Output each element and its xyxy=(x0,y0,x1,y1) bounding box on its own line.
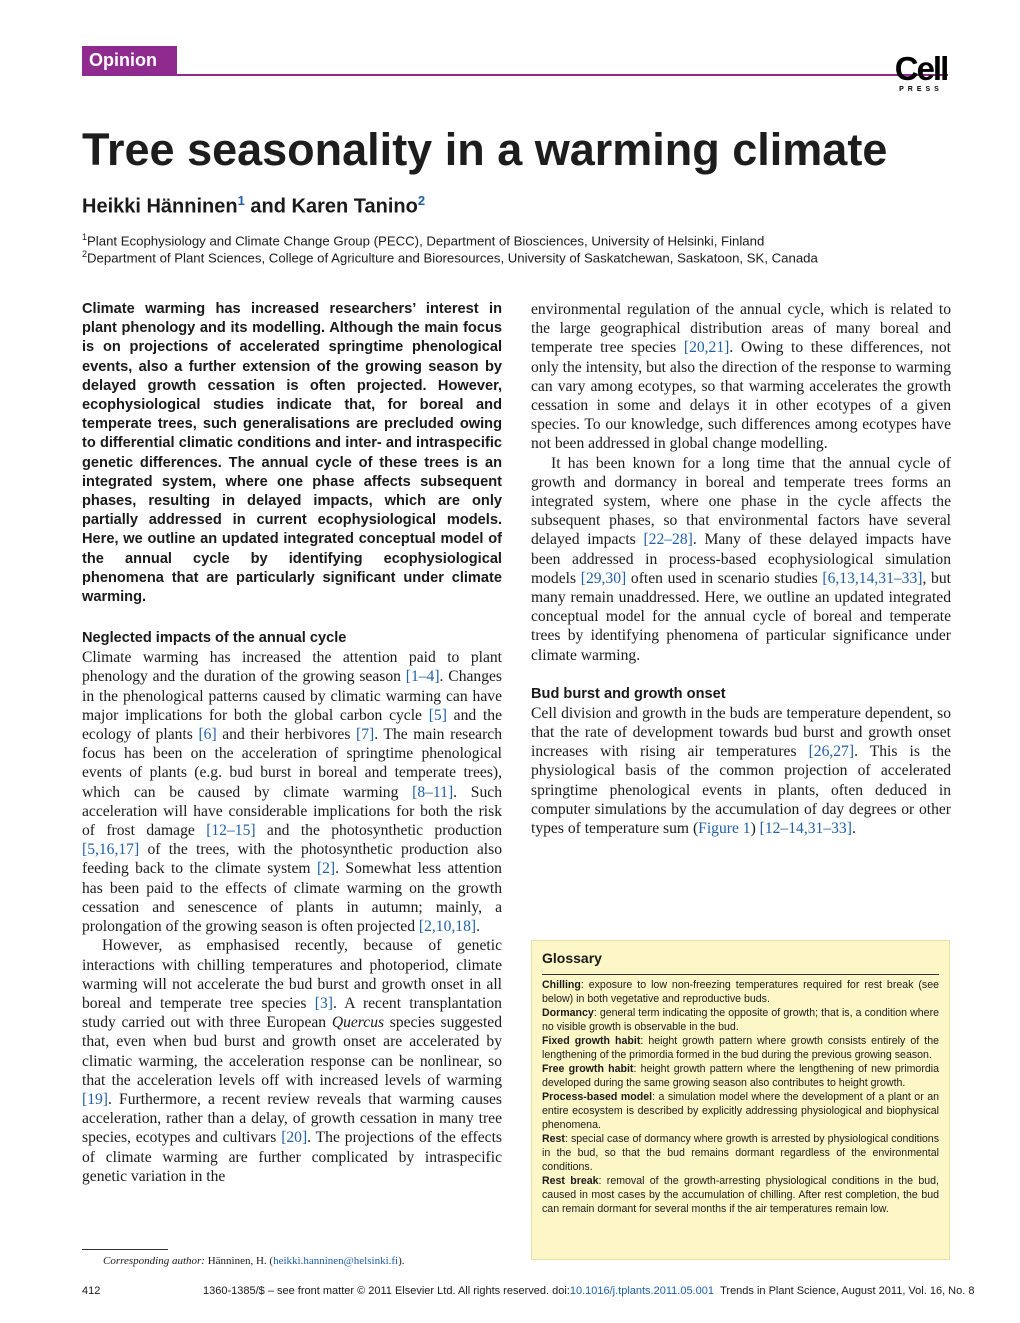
page-number: 412 xyxy=(82,1285,101,1297)
text-run: . The main research focus has been on the acceleration of springtime phenological events of plants (e.g. bud burst in boreal and temperate trees), which can be caused by climate warming xyxy=(82,726,503,801)
footnote-end: ). xyxy=(398,1255,405,1267)
text-run: It has been known for a long time that the annual cycle of growth and dormancy in boreal and temperate trees forms an integrated system, where one phase in the cycle affects the subsequent phases, so that environmental factors have several delayed impacts xyxy=(531,454,951,549)
author-and: and xyxy=(244,195,292,218)
author-line xyxy=(82,193,425,219)
glossary-entry xyxy=(542,1034,939,1062)
paragraph-3 xyxy=(531,300,951,454)
text-run: Cell division and growth in the buds are temperature dependent, so that the rate of development towards bud burst and growth onset increases with rising air temperatures xyxy=(531,704,951,761)
affiliation-2 xyxy=(82,249,818,265)
corresponding-author-note xyxy=(103,1255,405,1267)
glossary-term: Chilling xyxy=(542,979,581,991)
text-run: . Owing to these differences, not only the intensity, but also the direction of the response to warming can vary among ecotypes, so that warming accelerates the growth cessation in some and delays it in other ecotypes of a given species. To our knowledge, such differences among ecotypes have not been addressed in global change modelling. xyxy=(531,339,952,453)
glossary-definition: : a simulation model where the development of a plant or an entire ecosystem is described by explicitly addressing physiological and biophysical phenomena. xyxy=(542,1091,939,1131)
glossary-definition: : exposure to low non-freezing temperatures required for rest break (see below) in both vegetative and reproductive buds. xyxy=(542,979,939,1005)
affiliation-1-text: Plant Ecophysiology and Climate Change Group (PECC), Department of Biosciences, University of Helsinki, Finland xyxy=(87,233,765,249)
figure-link[interactable]: Figure 1 xyxy=(698,820,751,838)
left-column xyxy=(82,300,502,1186)
glossary-entry xyxy=(542,1062,939,1090)
glossary-term: Process-based model xyxy=(542,1091,653,1103)
citation-link[interactable]: [12–15] xyxy=(206,822,256,840)
affiliation-2-text: Department of Plant Sciences, College of Agriculture and Bioresources, University of Saskatchewan, Saskatoon, SK, Canada xyxy=(87,250,818,266)
cell-press-logo xyxy=(890,52,952,96)
paragraph-5 xyxy=(531,704,951,838)
text-run: species suggested that, even when bud burst and growth onset are accelerated by climatic warming, the acceleration response can be nonlinear, so that the acceleration levels off with increased levels of warming xyxy=(82,1014,502,1089)
citation-link[interactable]: [19] xyxy=(82,1090,108,1108)
affiliation-2-mark: 2 xyxy=(82,249,88,259)
citation-link[interactable]: [1–4] xyxy=(405,668,440,686)
author-2[interactable]: Karen Tanino xyxy=(291,195,418,218)
text-run: . A recent transplantation study carried out with three European xyxy=(82,994,502,1032)
glossary-definition: : height growth pattern where the lengthening of new primordia developed during the same growing season also contributes to height growth. xyxy=(542,1063,939,1089)
glossary-entry xyxy=(542,1006,939,1034)
paragraph-1 xyxy=(82,648,502,936)
header-rule xyxy=(82,74,948,76)
text-run: , but many remain unaddressed. Here, we outline an updated integrated conceptual model for the annual cycle of boreal and temperate trees by identifying phenomena of particular significance under climate warming. xyxy=(531,569,951,664)
species-name: Quercus xyxy=(331,1014,385,1032)
author-1[interactable]: Heikki Hänninen xyxy=(82,195,238,218)
citation-link[interactable]: [26,27] xyxy=(808,743,855,761)
text-run: and the photosynthetic production xyxy=(255,822,502,840)
glossary-entry xyxy=(542,978,939,1006)
glossary-term: Free growth habit xyxy=(542,1063,634,1075)
glossary-definition: : special case of dormancy where growth is arrested by physiological conditions in the bud, so that the bud remains dormant regardless of the environmental conditions. xyxy=(542,1133,939,1173)
section-heading-neglected-impacts: Neglected impacts of the annual cycle xyxy=(82,630,347,647)
glossary-term: Dormancy xyxy=(542,1007,594,1019)
text-run: . xyxy=(476,918,480,936)
text-run: . The projections of the effects of climate warming are further complicated by intraspecific genetic variation in the xyxy=(82,1129,502,1185)
text-run: However, as emphasised recently, because of genetic interactions with chilling temperatures and photoperiod, climate warming will not accelerate the bud burst and growth onset in all boreal and temperate tree species xyxy=(82,937,502,1012)
author-2-affil-mark: 2 xyxy=(417,193,426,208)
glossary-definition: : general term indicating the opposite of growth; that is, a condition where no visible growth is observable in the bud. xyxy=(542,1007,939,1033)
citation-link[interactable]: [29,30] xyxy=(580,569,627,587)
citation-link[interactable]: [20,21] xyxy=(683,339,730,357)
logo-sub: PRESS xyxy=(899,86,943,93)
right-column xyxy=(531,300,951,838)
footnote-label: Corresponding author: xyxy=(103,1255,205,1267)
paragraph-2 xyxy=(82,936,502,1186)
citation-link[interactable]: [5,16,17] xyxy=(82,841,140,859)
citation-link[interactable]: [20] xyxy=(281,1129,308,1147)
doi-link[interactable]: 10.1016/j.tplants.2011.05.001 xyxy=(569,1285,714,1297)
citation-link[interactable]: [5] xyxy=(428,706,447,724)
abstract: Climate warming has increased researchers’ interest in plant phenology and its modelling. Although the main focus is on projections of accelerated springtime phenological events, also a further extension of the growing season by delayed growth cessation is often projected. However, ecophysiological studies indicate that, for boreal and temperate trees, such generalisations are precluded owing to differential climatic conditions and inter- and intraspecific genetic differences. The annual cycle of these trees is an integrated system, where one phase affects subsequent phases, resulting in delayed impacts, which are only partially addressed in current ecophysiological models. Here, we outline an updated integrated conceptual model of the annual cycle by identifying ecophysiological phenomena that are particularly significant under climate warming. xyxy=(82,301,502,606)
author-email-link[interactable]: heikki.hanninen@helsinki.fi xyxy=(273,1255,399,1267)
citation-link[interactable]: [2] xyxy=(316,860,336,878)
glossary-entry xyxy=(542,1090,939,1132)
glossary-title: Glossary xyxy=(542,950,602,966)
footnote-rule xyxy=(82,1249,168,1250)
logo-word: Cell xyxy=(894,50,948,87)
citation-link[interactable]: [7] xyxy=(356,726,375,744)
text-run: ) xyxy=(750,820,760,838)
affiliation-1-mark: 1 xyxy=(82,232,88,242)
glossary-definition: : removal of the growth-arresting physiological conditions in the bud, caused in most cases by the accumulation of chilling. After rest completion, the bud can remain dormant for several months if the air temperatures remain low. xyxy=(542,1175,939,1215)
glossary-term: Rest xyxy=(542,1133,565,1145)
footer-issn: 1360-1385/$ – see front matter © 2011 Elsevier Ltd. All rights reserved. doi: xyxy=(203,1285,570,1297)
text-run: . Changes in the phenological patterns caused by climatic warming can have major implications for both the global carbon cycle xyxy=(82,668,502,724)
article-type-label: Opinion xyxy=(89,50,157,70)
glossary-entry xyxy=(542,1174,939,1216)
paragraph-4 xyxy=(531,454,951,665)
text-run: . Many of these delayed impacts have been addressed in process-based ecophysiological simulation models xyxy=(531,531,951,587)
text-run: . This is the physiological basis of the common projection of accelerated springtime phenological events in plants, often deduced in computer simulations by the accumulation of day degrees or other types of temperature sum ( xyxy=(531,743,951,838)
text-run: . Furthermore, a recent review reveals that warming causes acceleration, rather than a delay, of growth cessation in many tree species, ecotypes and cultivars xyxy=(82,1090,502,1147)
footer-journal: Trends in Plant Science, August 2011, Vol. 16, No. 8 xyxy=(720,1285,975,1297)
text-run: environmental regulation of the annual cycle, which is related to the large geographical distribution areas of many boreal and temperate tree species xyxy=(531,301,951,357)
glossary-definition: : height growth pattern where growth consists entirely of the lengthening of the primordia formed in the bud during the previous growing season. xyxy=(542,1035,939,1061)
text-run: . xyxy=(851,820,856,838)
citation-link[interactable]: [3] xyxy=(314,994,333,1012)
section-heading-bud-burst: Bud burst and growth onset xyxy=(531,685,726,702)
citation-link[interactable]: [12–14,31–33] xyxy=(759,820,852,838)
glossary-term: Rest break xyxy=(542,1175,599,1187)
text-run: of the trees, with the photosynthetic production also feeding back to the climate system xyxy=(82,841,502,878)
text-run: and the ecology of plants xyxy=(82,706,502,744)
footer-citation xyxy=(203,1285,974,1297)
affiliation-1 xyxy=(82,232,764,248)
section-gap xyxy=(531,665,951,685)
citation-link[interactable]: [22–28] xyxy=(643,531,693,549)
citation-link[interactable]: [8–11] xyxy=(412,783,454,801)
text-run: and their herbivores xyxy=(216,726,356,744)
text-run: . Such acceleration will have considerable implications for both the risk of frost damage xyxy=(82,783,502,840)
text-run: Climate warming has increased the attention paid to plant phenology and the duration of the growing season xyxy=(82,649,502,686)
text-run: . Somewhat less attention has been paid to the effects of climate warming on the growth cessation and senescence of plants in autumn; mainly, a prolongation of the growing season is often projected xyxy=(82,860,502,936)
article-type-tag xyxy=(82,46,177,75)
article-title: Tree seasonality in a warming climate xyxy=(82,124,888,175)
glossary-rule xyxy=(542,974,939,975)
citation-link[interactable]: [2,10,18] xyxy=(418,918,477,936)
text-run: often used in scenario studies xyxy=(626,569,823,587)
footnote-name: Hänninen, H. ( xyxy=(204,1255,274,1267)
glossary-box xyxy=(531,940,950,1260)
citation-link[interactable]: [6,13,14,31–33] xyxy=(822,569,923,587)
glossary-entry xyxy=(542,1132,939,1174)
glossary-term: Fixed growth habit xyxy=(542,1035,641,1047)
author-1-affil-mark: 1 xyxy=(237,193,245,208)
citation-link[interactable]: [6] xyxy=(198,726,217,744)
